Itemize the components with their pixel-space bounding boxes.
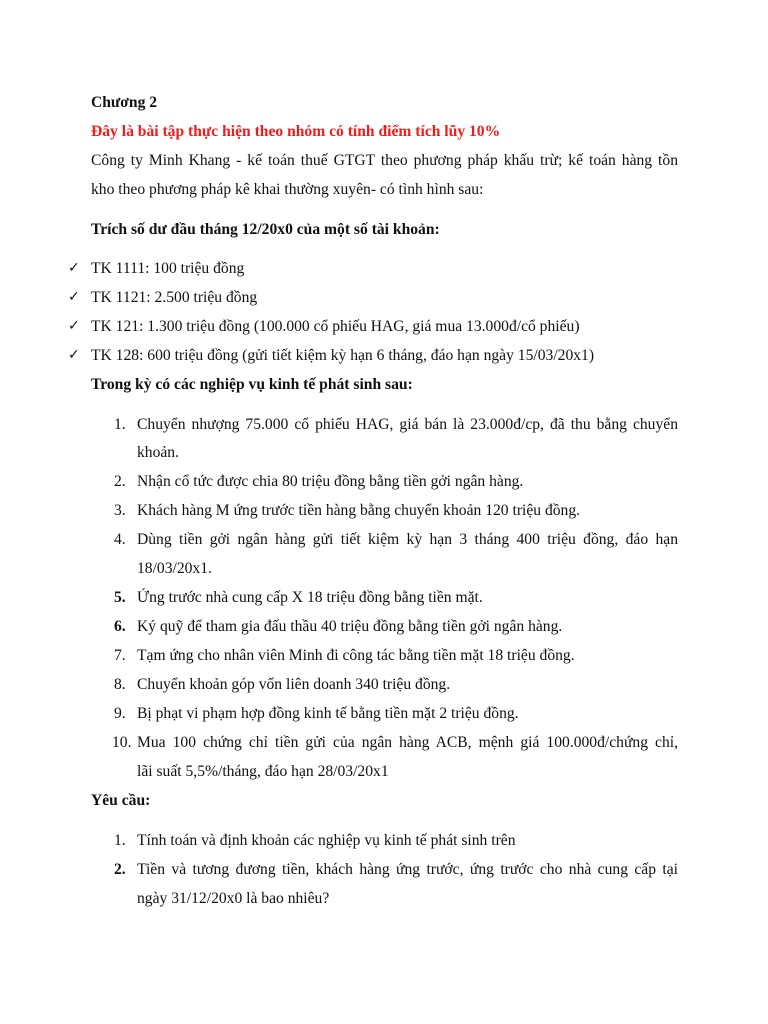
requirement-item: Tính toán và định khoản các nghiệp vụ kinh tế phát sinh trên [137,832,516,849]
transaction-item: Chuyển nhượng 75.000 cổ phiếu HAG, giá bán là 23.000đ/cp, đã thu bằng chuyển [137,416,678,433]
check-mark-icon: ✓ [68,347,80,363]
chapter-title: Chương 2 [91,94,158,111]
balance-item: TK 1121: 2.500 triệu đồng [91,289,258,306]
check-mark-icon: ✓ [68,260,80,276]
transaction-item: Ký quỹ để tham gia đấu thầu 40 triệu đồng bằng tiền gởi ngân hàng. [137,618,563,635]
list-number: 3. [114,502,126,519]
list-number: 5. [114,589,126,606]
list-number: 6. [114,618,126,635]
intro-line-2: kho theo phương pháp kê khai thường xuyên- có tình hình sau: [91,181,484,198]
transaction-item-continued: khoản. [137,444,180,461]
balance-item: TK 128: 600 triệu đồng (gửi tiết kiệm kỳ hạn 6 tháng, đáo hạn ngày 15/03/20x1) [91,347,595,364]
group-assignment-note: Đây là bài tập thực hiện theo nhóm có tính điểm tích lũy 10% [91,123,501,140]
transaction-item: Dùng tiền gởi ngân hàng gửi tiết kiệm kỳ hạn 3 tháng 400 triệu đồng, đáo hạn [137,531,678,548]
transaction-item: Khách hàng M ứng trước tiền hàng bằng chuyển khoản 120 triệu đồng. [137,502,581,519]
list-number: 10. [112,734,132,751]
transaction-item: Mua 100 chứng chỉ tiền gửi của ngân hàng ACB, mệnh giá 100.000đ/chứng chỉ, [137,734,678,751]
list-number: 2. [114,473,126,490]
transaction-item: Bị phạt vi phạm hợp đồng kinh tế bằng tiền mặt 2 triệu đồng. [137,705,519,722]
intro-line-1: Công ty Minh Khang - kế toán thuế GTGT theo phương pháp khấu trừ; kế toán hàng tồn [91,152,678,169]
list-number: 8. [114,676,126,693]
list-number: 7. [114,647,126,664]
requirement-item-continued: ngày 31/12/20x0 là bao nhiêu? [137,890,330,907]
transaction-item: Chuyển khoản góp vốn liên doanh 340 triệu đồng. [137,676,451,693]
check-mark-icon: ✓ [68,289,80,305]
transaction-item-continued: 18/03/20x1. [137,560,212,577]
transaction-item: Ứng trước nhà cung cấp X 18 triệu đồng bằng tiền mặt. [137,589,483,606]
list-number: 2. [114,861,126,878]
transaction-item-continued: lãi suất 5,5%/tháng, đáo hạn 28/03/20x1 [137,763,389,780]
transactions-heading: Trong kỳ có các nghiệp vụ kinh tế phát sinh sau: [91,376,413,393]
transaction-item: Tạm ứng cho nhân viên Minh đi công tác bằng tiền mặt 18 triệu đồng. [137,647,575,664]
list-number: 4. [114,531,126,548]
balance-item: TK 1111: 100 triệu đồng [91,260,245,277]
check-mark-icon: ✓ [68,318,80,334]
list-number: 9. [114,705,126,722]
list-number: 1. [114,416,126,433]
list-number: 1. [114,832,126,849]
requirement-item: Tiền và tương đương tiền, khách hàng ứng trước, ứng trước cho nhà cung cấp tại [137,861,678,878]
balances-heading: Trích số dư đầu tháng 12/20x0 của một số tài khoản: [91,221,440,238]
balance-item: TK 121: 1.300 triệu đồng (100.000 cổ phiếu HAG, giá mua 13.000đ/cổ phiếu) [91,318,580,335]
requirements-heading: Yêu cầu: [91,792,151,809]
transaction-item: Nhận cổ tức được chia 80 triệu đồng bằng tiền gởi ngân hàng. [137,473,524,490]
